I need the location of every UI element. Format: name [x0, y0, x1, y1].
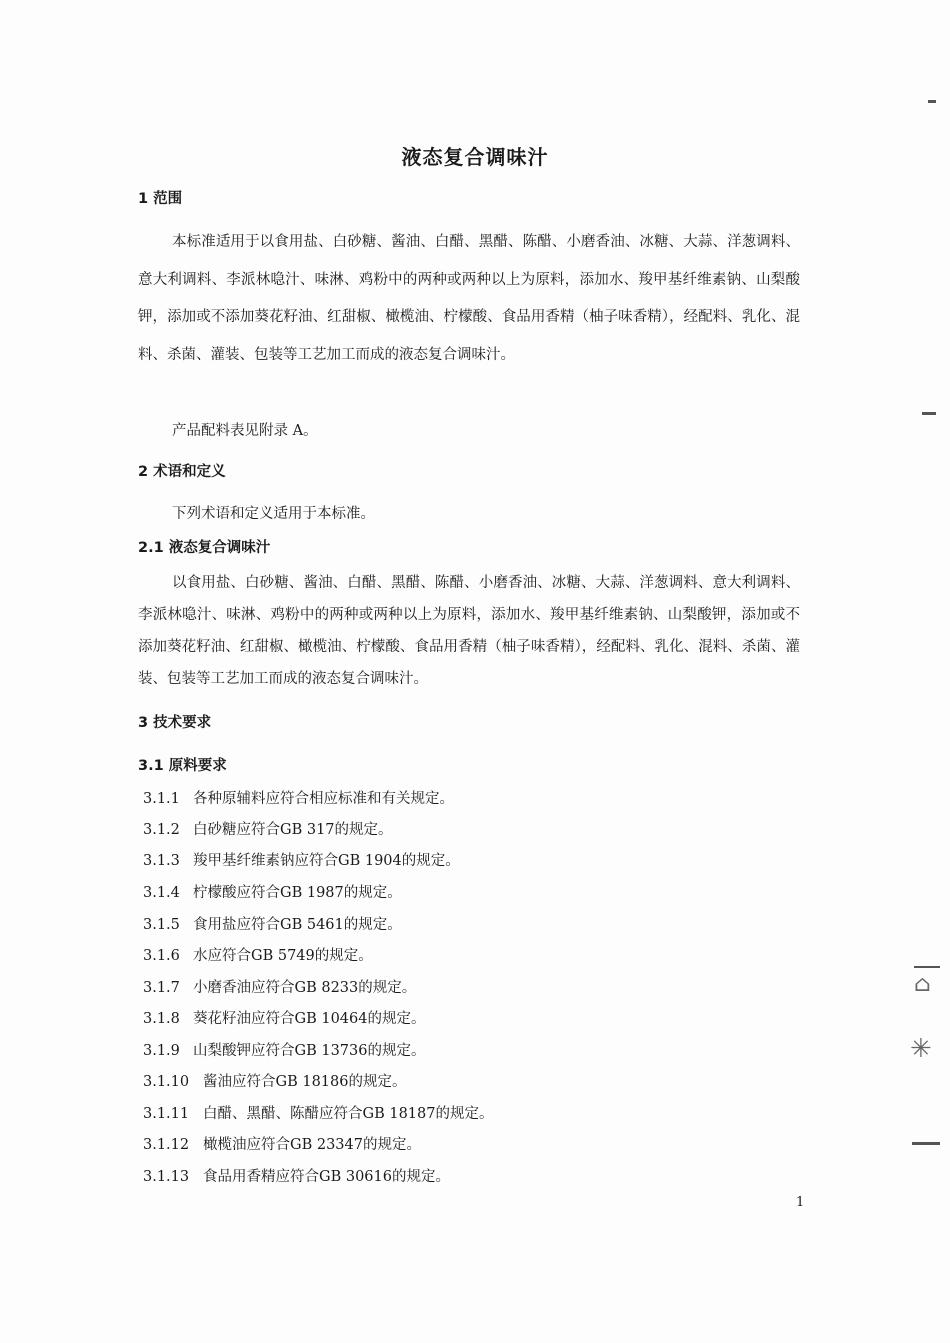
scan-mark — [928, 100, 936, 103]
item-number: 3.1.4 — [143, 885, 180, 901]
section-3-1-heading: 3.1 原料要求 — [138, 758, 227, 774]
list-item — [143, 1039, 425, 1060]
section-1-paragraph: 本标准适用于以食用盐、白砂糖、酱油、白醋、黑醋、陈醋、小磨香油、冰糖、大蒜、洋葱调料、意大利调料、李派林喼汁、味淋、鸡粉中的两种或两种以上为原料，添加水、羧甲基纤维素钠、山梨酸钾，添加或不添加葵花籽油、红甜椒、橄榄油、柠檬酸、食品用香精（柚子味香精），经配料、乳化、混料、杀菌、灌装、包装等工艺加工而成的液态复合调味汁。 — [138, 234, 800, 363]
item-text: 小磨香油应符合GB 8233的规定。 — [193, 980, 417, 996]
section-2-1-heading: 2.1 液态复合调味汁 — [138, 540, 271, 556]
item-number: 3.1.1 — [143, 791, 180, 807]
section-2-intro: 下列术语和定义适用于本标准。 — [172, 506, 375, 522]
item-text: 食用盐应符合GB 5461的规定。 — [193, 917, 402, 933]
list-item — [143, 913, 402, 934]
list-item — [143, 849, 460, 870]
section-2-heading: 2 术语和定义 — [138, 464, 226, 480]
list-item — [143, 976, 416, 997]
item-number: 3.1.9 — [143, 1043, 180, 1059]
item-number: 3.1.12 — [143, 1137, 190, 1153]
scan-glyph-icon: ⌂ — [914, 972, 931, 997]
item-text: 白醋、黑醋、陈醋应符合GB 18187的规定。 — [203, 1106, 494, 1122]
item-text: 酱油应符合GB 18186的规定。 — [203, 1074, 407, 1090]
item-number: 3.1.11 — [143, 1106, 190, 1122]
list-item — [143, 881, 402, 902]
item-text: 白砂糖应符合GB 317的规定。 — [193, 822, 393, 838]
item-number: 3.1.5 — [143, 917, 180, 933]
item-number: 3.1.2 — [143, 822, 180, 838]
list-item — [143, 1165, 450, 1186]
item-number: 3.1.7 — [143, 980, 180, 996]
list-item — [143, 818, 393, 839]
item-text: 水应符合GB 5749的规定。 — [193, 948, 373, 964]
item-number: 3.1.13 — [143, 1169, 190, 1185]
section-1-heading: 1 范围 — [138, 191, 183, 207]
section-1-appendix-note: 产品配料表见附录 A。 — [172, 423, 318, 439]
item-text: 橄榄油应符合GB 23347的规定。 — [203, 1137, 421, 1153]
item-text: 羧甲基纤维素钠应符合GB 1904的规定。 — [193, 853, 460, 869]
list-item — [143, 1070, 406, 1091]
item-number: 3.1.6 — [143, 948, 180, 964]
list-item — [143, 1007, 425, 1028]
item-text: 食品用香精应符合GB 30616的规定。 — [203, 1169, 450, 1185]
list-item — [143, 1133, 421, 1154]
item-number: 3.1.8 — [143, 1011, 180, 1027]
scan-mark — [914, 966, 940, 968]
section-2-1-paragraph: 以食用盐、白砂糖、酱油、白醋、黑醋、陈醋、小磨香油、冰糖、大蒜、洋葱调料、意大利调料、李派林喼汁、味淋、鸡粉中的两种或两种以上为原料，添加水、羧甲基纤维素钠、山梨酸钾，添加或不添加葵花籽油、红甜椒、橄榄油、柠檬酸、食品用香精（柚子味香精），经配料、乳化、混料、杀菌、灌装、包装等工艺加工而成的液态复合调味汁。 — [138, 575, 800, 687]
scan-mark — [912, 1142, 940, 1145]
scan-mark — [922, 412, 936, 415]
list-item — [143, 1102, 493, 1123]
scan-star-icon: ✳ — [910, 1034, 932, 1064]
item-text: 山梨酸钾应符合GB 13736的规定。 — [193, 1043, 426, 1059]
item-text: 柠檬酸应符合GB 1987的规定。 — [193, 885, 402, 901]
list-item — [143, 787, 454, 808]
item-text: 葵花籽油应符合GB 10464的规定。 — [193, 1011, 426, 1027]
item-text: 各种原辅料应符合相应标准和有关规定。 — [193, 791, 454, 807]
section-3-heading: 3 技术要求 — [138, 715, 212, 731]
list-item — [143, 944, 373, 965]
scan-bleed-text — [922, 108, 942, 408]
document-title: 液态复合调味汁 — [401, 145, 549, 169]
page-number: 1 — [796, 1195, 805, 1210]
item-number: 3.1.3 — [143, 853, 180, 869]
item-number: 3.1.10 — [143, 1074, 190, 1090]
